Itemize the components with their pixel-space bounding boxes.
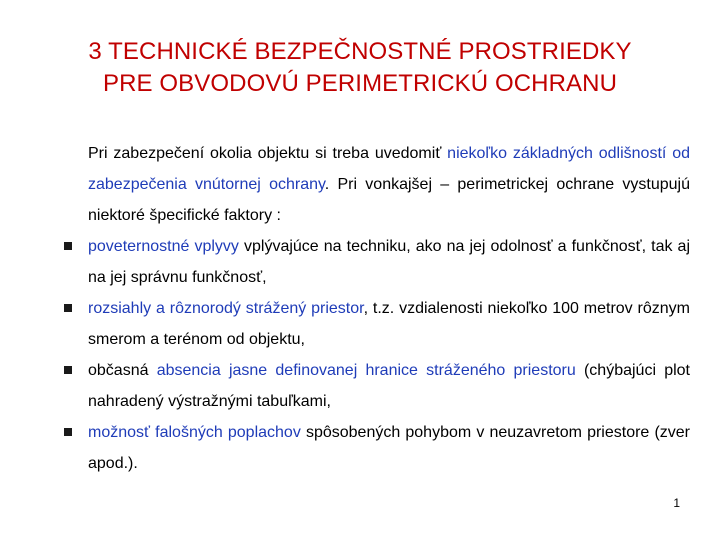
- list-item: [50, 355, 690, 417]
- bullet-highlight: absencia jasne definovanej hranice stráženého priestoru: [156, 362, 576, 379]
- intro-paragraph: [50, 138, 690, 231]
- square-bullet-icon: [64, 428, 72, 436]
- bullet-text: (chýbajúci plot nahradený výstražnými tabuľkami,: [88, 362, 691, 410]
- bullet-prefix: občasná: [88, 362, 157, 379]
- square-bullet-icon: [64, 242, 72, 250]
- bullet-text: , t.z. vzdialenosti niekoľko 100 metrov rôznym smerom a terénom od objektu,: [88, 300, 690, 348]
- bullet-text: vplývajúce na techniku, ako na jej odolnosť a funkčnosť, tak aj na jej správnu funkčnosť,: [88, 238, 691, 286]
- bullet-text: spôsobených pohybom v neuzavretom priestore (zver apod.).: [88, 424, 691, 472]
- slide-title-line-2: PRE OBVODOVÚ PERIMETRICKÚ OCHRANU: [102, 70, 618, 97]
- intro-highlight: niekoľko základných odlišností od zabezpečenia vnútornej ochrany: [88, 145, 690, 193]
- list-item: [50, 293, 690, 355]
- slide-body: [50, 138, 690, 479]
- list-item: [50, 417, 690, 479]
- intro-text-2: . Pri vonkajšej – perimetrickej ochrane vystupujú niektoré špecifické faktory :: [88, 176, 690, 224]
- bullet-highlight: poveternostné vplyvy: [88, 238, 239, 255]
- bullet-highlight: možnosť falošných poplachov: [88, 424, 301, 441]
- slide-title-line-1: 3 TECHNICKÉ BEZPEČNOSTNÉ PROSTRIEDKY: [88, 38, 632, 65]
- square-bullet-icon: [64, 366, 72, 374]
- list-item: [50, 231, 690, 293]
- bullet-highlight: rozsiahly a rôznorodý strážený priestor: [88, 300, 364, 317]
- slide-title: [20, 36, 700, 100]
- page-number: 1: [673, 496, 680, 510]
- intro-text-1: Pri zabezpečení okolia objektu si treba uvedomiť: [88, 145, 448, 162]
- square-bullet-icon: [64, 304, 72, 312]
- factor-list: [50, 231, 690, 479]
